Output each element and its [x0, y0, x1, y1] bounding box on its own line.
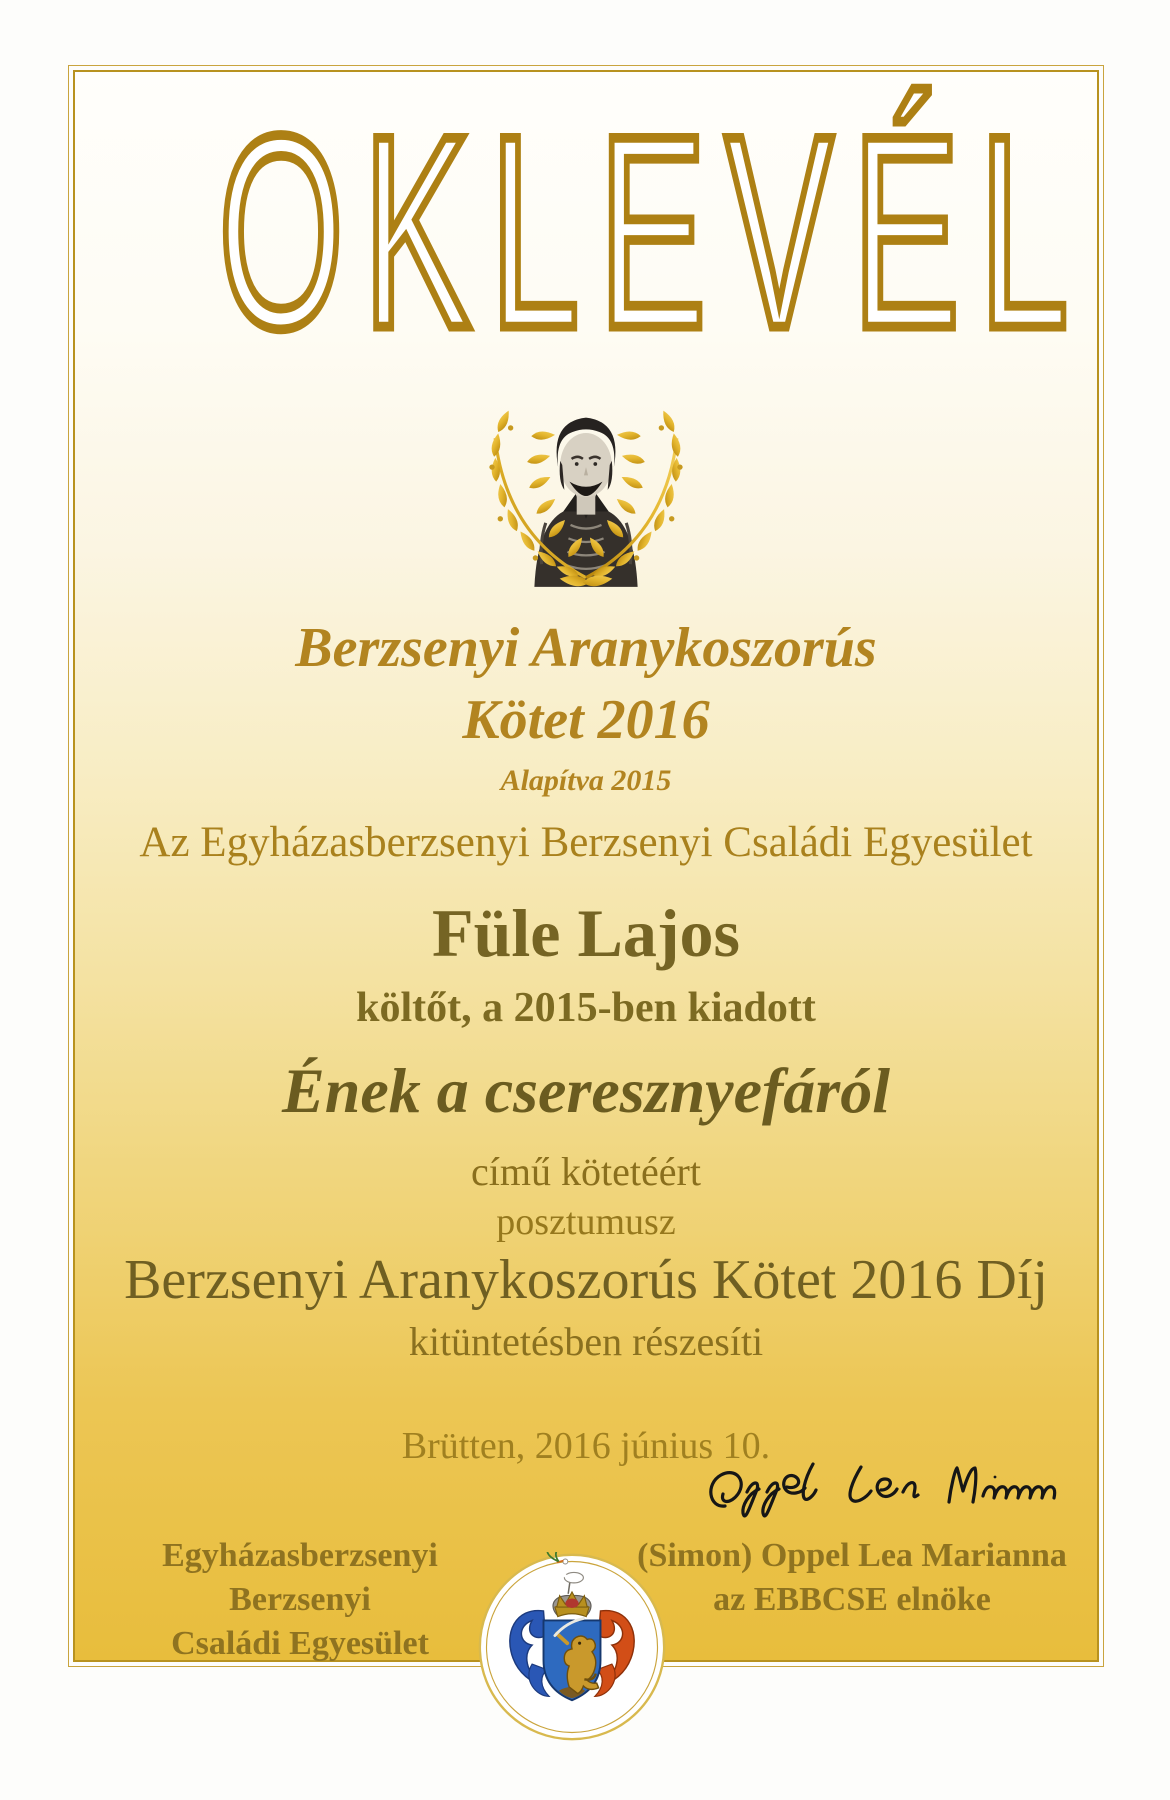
issuer-line: Az Egyházasberzsenyi Berzsenyi Családi Egyesület: [139, 819, 1033, 866]
recipient-role: költőt, a 2015-ben kiadott: [356, 985, 816, 1031]
award-name-line1: Berzsenyi Aranykoszorús: [295, 617, 877, 679]
work-suffix: című kötetéért: [471, 1149, 701, 1194]
signatory-title: az EBBCSE elnöke: [713, 1581, 991, 1618]
portrait-laurel-emblem-icon: [446, 368, 726, 590]
recipient-name: Füle Lajos: [432, 895, 740, 971]
signatory-name: (Simon) Oppel Lea Marianna: [637, 1537, 1067, 1574]
posthumous-label: posztumusz: [496, 1201, 676, 1243]
award-name: [75, 612, 1097, 756]
issuer-footer: [90, 1534, 510, 1666]
coat-of-arms-icon: [477, 1552, 667, 1742]
certificate-frame: [68, 65, 1104, 1667]
issuer-footer-line1: Egyházasberzsenyi Berzsenyi: [162, 1537, 438, 1618]
date-line: Brütten, 2016 június 10.: [401, 1425, 771, 1467]
award-name-line2: Kötet 2016: [462, 689, 710, 751]
signatory-footer: [627, 1534, 1077, 1622]
issuer-footer-line2: Családi Egyesület: [171, 1625, 429, 1662]
work-title: Ének a cseresznyefáról: [282, 1055, 890, 1126]
award-action: kitüntetésben részesíti: [408, 1319, 764, 1364]
award-full-name: Berzsenyi Aranykoszorús Kötet 2016 Díj: [124, 1249, 1048, 1311]
certificate-panel: [73, 70, 1099, 1662]
founded-line: Alapítva 2015: [500, 764, 672, 797]
certificate-title: OKLEVÉL: [218, 77, 1088, 386]
crown: [555, 1592, 589, 1617]
